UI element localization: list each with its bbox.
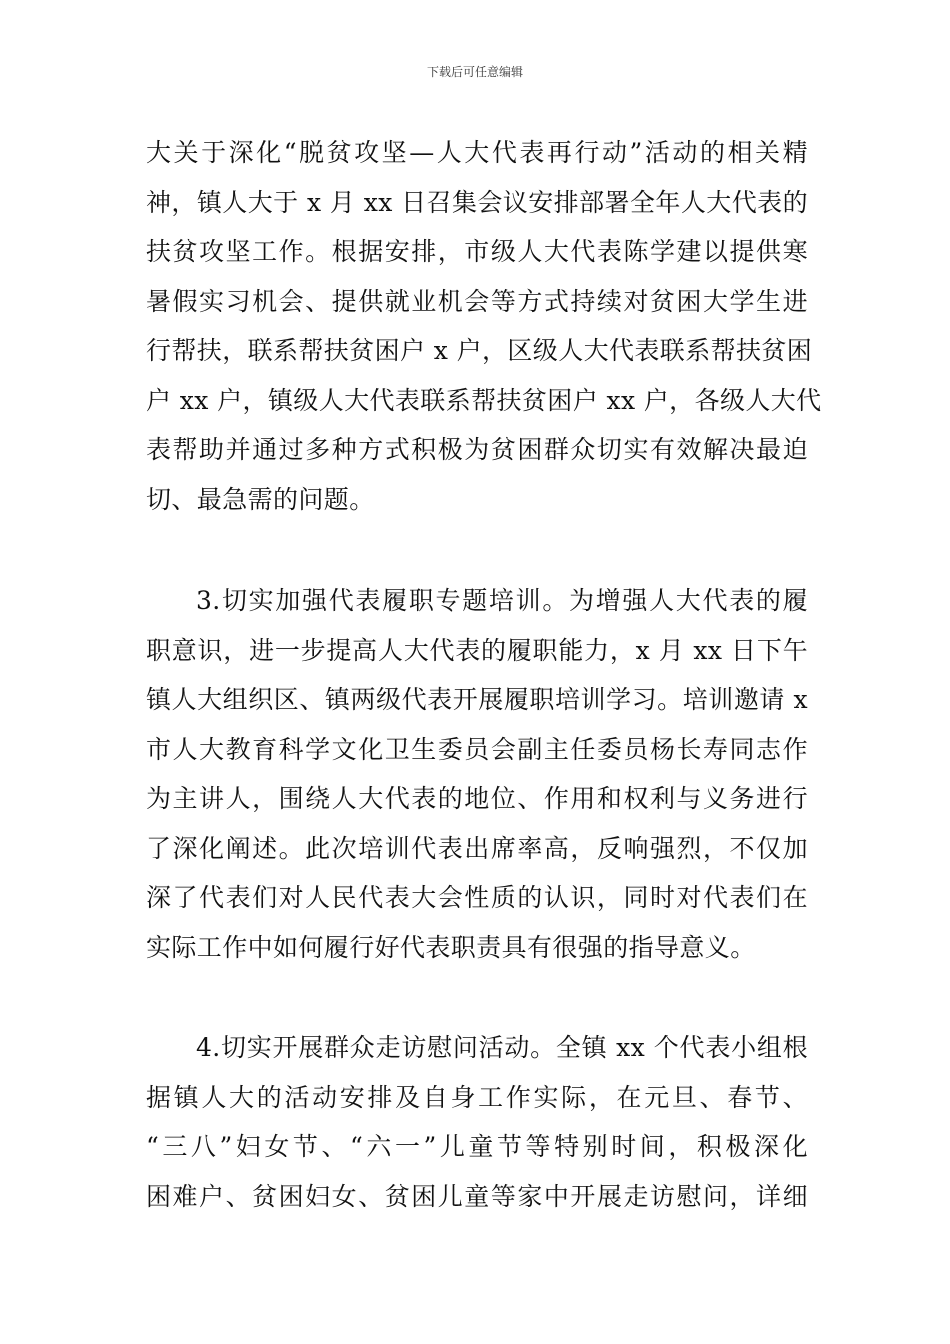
text-line: 了深化阐述。此次培训代表出席率高，反响强烈，不仅加: [146, 833, 808, 863]
paragraph-training: [146, 576, 808, 972]
text-line: 表帮助并通过多种方式积极为贫困群众切实有效解决最迫: [146, 435, 808, 464]
text-line: 为主讲人，围绕人大代表的地位、作用和权利与义务进行: [146, 784, 808, 813]
page-header: 下载后可任意编辑: [426, 65, 523, 79]
paragraph-poverty-alleviation: [146, 128, 822, 524]
paragraph-visits: [146, 1023, 808, 1221]
text-line: 镇人大组织区、镇两级代表开展履职培训学习。培训邀请 x: [146, 685, 808, 714]
text-line: 扶贫攻坚工作。根据安排，市级人大代表陈学建以提供寒: [146, 237, 808, 266]
text-line: 4.切实开展群众走访慰问活动。全镇 xx 个代表小组根: [196, 1033, 808, 1062]
text-line: 3.切实加强代表履职专题培训。为增强人大代表的履: [196, 586, 808, 615]
text-line: 暑假实习机会、提供就业机会等方式持续对贫困大学生进: [146, 286, 808, 316]
text-line: 据镇人大的活动安排及自身工作实际，在元旦、春节、: [146, 1082, 808, 1112]
text-line: 市人大教育科学文化卫生委员会副主任委员杨长寿同志作: [146, 734, 808, 764]
text-line: 职意识，进一步提高人大代表的履职能力，x 月 xx 日下午: [146, 635, 808, 665]
text-line: 深了代表们对人民代表大会性质的认识，同时对代表们在: [146, 883, 808, 912]
text-line: 户 xx 户，镇级人大代表联系帮扶贫困户 xx 户，各级人大代: [146, 385, 822, 415]
text-line: 困难户、贫困妇女、贫困儿童等家中开展走访慰问，详细: [146, 1181, 808, 1211]
text-line: 实际工作中如何履行好代表职责具有很强的指导意义。: [146, 932, 756, 962]
text-line: 行帮扶，联系帮扶贫困户 x 户，区级人大代表联系帮扶贫困: [146, 336, 813, 365]
text-line: 大关于深化“脱贫攻坚—人大代表再行动”活动的相关精: [146, 138, 808, 167]
text-line: 切、最急需的问题。: [146, 484, 375, 514]
text-line: 神，镇人大于 x 月 xx 日召集会议安排部署全年人大代表的: [146, 187, 808, 217]
text-line: “三八”妇女节、“六一”儿童节等特别时间，积极深化: [146, 1132, 808, 1161]
